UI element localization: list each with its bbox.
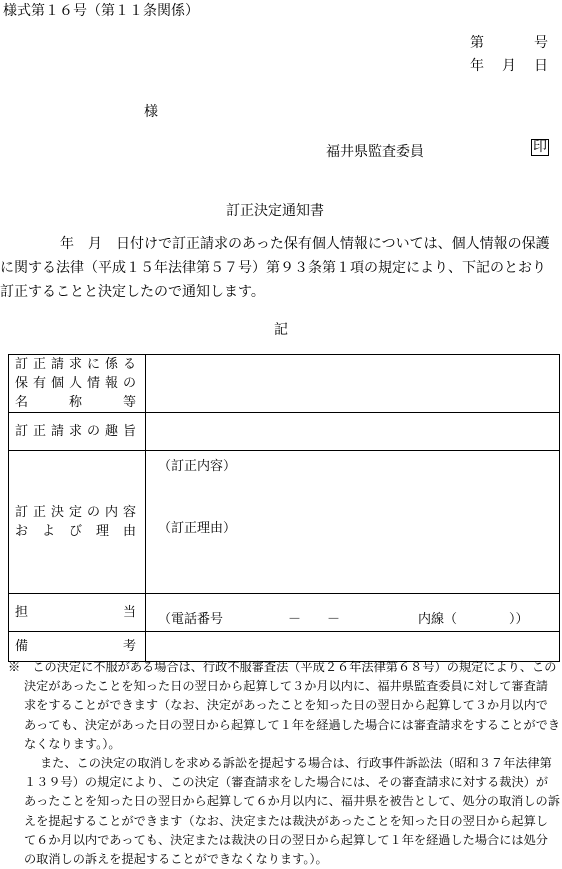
table-row	[9, 355, 560, 413]
intro-paragraph	[0, 232, 556, 304]
note-lawsuit: また、この決定の取消しを求める訴訟を提起する場合は、行政事件訴訟法（昭和３７年法律第１３９号）の規定により、この決定（審査請求をした場合には、その審査請求に対する裁決）があったことを知った日の翌日から起算して６か月以内に、福井県を被告として、処分の取消しの訴えを提起することができます（なお、決定または裁決があったことを知った日の翌日から起算して６か月以内であっても、決定または裁決の日の翌日から起算して１年を経過した場合には処分の取消しの訴えを提起することができなくなります。）。	[24, 756, 560, 867]
form-number: 様式第１６号（第１１条関係）	[3, 3, 199, 19]
value-contact[interactable]	[146, 594, 560, 632]
issuer-name: 福井県監査委員	[326, 144, 424, 160]
label-line: 訂正請求に係る	[15, 357, 139, 372]
label-line: 備考	[15, 639, 139, 654]
label-request-purpose	[9, 413, 146, 451]
label-decision-content	[9, 451, 146, 594]
doc-number-go: 号	[534, 35, 548, 51]
label-line: および理由	[15, 524, 139, 539]
table-row	[9, 413, 560, 451]
value-decision-content[interactable]	[146, 451, 560, 594]
label-info-name	[9, 355, 146, 413]
label-contact	[9, 594, 146, 632]
table-row	[9, 632, 560, 662]
value-request-purpose[interactable]	[146, 413, 560, 451]
doc-number-dai: 第	[470, 35, 484, 51]
reason-label: （訂正理由）	[158, 521, 237, 536]
date-month: 月	[502, 58, 516, 74]
seal-mark: 印	[533, 139, 547, 155]
intro-text: 年 月 日付けで訂正請求のあった保有個人情報については、個人情報の保護に関する法律（平成１５年法律第５７号）第９３条第１項の規定により、下記のとおり訂正することと決定したので通知します。	[0, 236, 550, 300]
document-title: 訂正決定通知書	[226, 203, 324, 219]
table-row	[9, 451, 560, 594]
content-label: （訂正内容）	[158, 459, 237, 474]
ki-heading: 記	[274, 322, 288, 338]
note-appeal: ※ この決定に不服がある場合は、行政不服審査法（平成２６年法律第６８号）の規定により、この決定があったことを知った日の翌日から起算して３か月以内に、福井県監査委員に対して審査請求をすることができます（なお、決定があったことを知った日の翌日から起算して３か月以内であっても、決定があった日の翌日から起算して１年を経過した場合には審査請求をすることができなくなります。）。	[8, 660, 561, 751]
value-info-name[interactable]	[146, 355, 560, 413]
label-line: 訂正決定の内容	[15, 505, 139, 520]
date-year: 年	[470, 58, 484, 74]
addressee-suffix: 様	[144, 104, 158, 120]
value-remarks[interactable]	[146, 632, 560, 662]
label-remarks	[9, 632, 146, 662]
notes-section	[8, 658, 560, 869]
table-row	[9, 594, 560, 632]
label-line: 担当	[15, 605, 139, 620]
phone-line: （電話番号 － － 内線（ ））	[158, 612, 529, 627]
label-line: 訂正請求の趣旨	[15, 424, 139, 439]
label-line: 名称等	[15, 395, 139, 410]
label-line: 保有個人情報の	[15, 376, 139, 391]
date-day: 日	[534, 58, 548, 74]
correction-table	[8, 354, 560, 662]
